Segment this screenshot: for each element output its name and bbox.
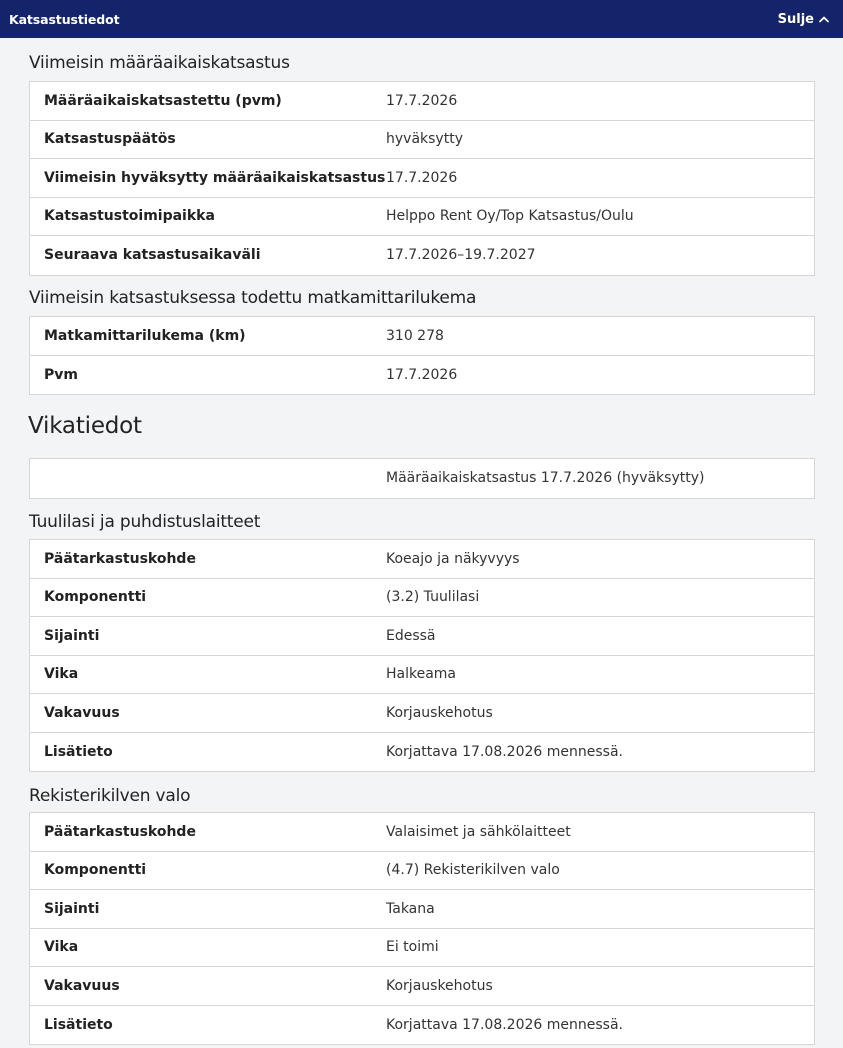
chevron-up-icon [818, 13, 830, 25]
row-label: Päätarkastuskohde [44, 823, 196, 840]
table-row [30, 579, 814, 618]
row-label: Matkamittarilukema (km) [44, 327, 246, 344]
table-row [30, 929, 814, 968]
table-row [30, 540, 814, 579]
row-label: Vika [44, 666, 79, 683]
row-value: Takana [386, 900, 435, 917]
row-value: 17.7.2026 [386, 366, 458, 383]
row-label: Komponentti [44, 862, 147, 879]
row-value: Ei toimi [386, 939, 439, 956]
row-label: Lisätieto [44, 743, 113, 760]
last-inspection-table [29, 81, 815, 276]
table-row [30, 813, 814, 852]
row-value: Helppo Rent Oy/Top Katsastus/Oulu [386, 208, 634, 225]
table-row [30, 694, 814, 733]
table-row [30, 159, 814, 198]
table-row [30, 82, 814, 121]
fault-group-heading: Rekisterikilven valo [29, 786, 191, 806]
row-value: hyväksytty [386, 131, 463, 148]
row-value: 17.7.2026–19.7.2027 [386, 247, 536, 264]
faults-heading: Vikatiedot [28, 413, 142, 439]
row-label: Lisätieto [44, 1016, 113, 1033]
row-label: Komponentti [44, 589, 147, 606]
row-label: Vika [44, 939, 79, 956]
close-label: Sulje [777, 11, 814, 27]
row-value: Koeajo ja näkyvyys [386, 550, 520, 567]
odometer-table [29, 316, 815, 395]
table-row [30, 967, 814, 1006]
faults-summary-table [29, 458, 815, 499]
row-label: Sijainti [44, 900, 100, 917]
row-value: Korjattava 17.08.2026 mennessä. [386, 1016, 623, 1033]
row-value: 17.7.2026 [386, 169, 458, 186]
row-value: Halkeama [386, 666, 457, 683]
row-label: Vakavuus [44, 977, 120, 994]
table-row [30, 617, 814, 656]
row-label: Seuraava katsastusaikaväli [44, 247, 261, 264]
table-row [30, 236, 814, 275]
row-value: Valaisimet ja sähkölaitteet [386, 823, 571, 840]
table-row [30, 890, 814, 929]
panel-header [0, 0, 843, 38]
table-row [30, 459, 814, 498]
fault-group-heading: Tuulilasi ja puhdistuslaitteet [29, 512, 261, 532]
table-row [30, 121, 814, 160]
fault-group-table [29, 812, 815, 1045]
row-label: Katsastuspäätös [44, 131, 176, 148]
panel-title: Katsastustiedot [9, 11, 120, 27]
table-row [30, 852, 814, 891]
row-value: Edessä [386, 627, 436, 644]
row-label: Katsastustoimipaikka [44, 208, 215, 225]
last-inspection-heading: Viimeisin määräaikaiskatsastus [29, 53, 290, 73]
faults-summary-value: Määräaikaiskatsastus 17.7.2026 (hyväksytty) [386, 470, 705, 487]
row-label: Päätarkastuskohde [44, 550, 196, 567]
table-row [30, 356, 814, 395]
table-row [30, 1006, 814, 1045]
row-label: Viimeisin hyväksytty määräaikaiskatsastus [44, 169, 386, 186]
row-value: 310 278 [386, 327, 444, 344]
row-value: Korjattava 17.08.2026 mennessä. [386, 743, 623, 760]
row-value: Korjauskehotus [386, 704, 493, 721]
row-value: 17.7.2026 [386, 92, 458, 109]
odometer-heading: Viimeisin katsastuksessa todettu matkamittarilukema [29, 288, 477, 308]
row-label: Pvm [44, 366, 78, 383]
row-label: Sijainti [44, 627, 100, 644]
row-label: Vakavuus [44, 704, 120, 721]
row-value: Korjauskehotus [386, 977, 493, 994]
row-label: Määräaikaiskatsastettu (pvm) [44, 92, 282, 109]
table-row [30, 317, 814, 356]
close-button[interactable] [778, 12, 830, 27]
table-row [30, 656, 814, 695]
fault-group-table [29, 539, 815, 772]
row-value: (4.7) Rekisterikilven valo [386, 862, 560, 879]
table-row [30, 733, 814, 772]
row-value: (3.2) Tuulilasi [386, 589, 480, 606]
table-row [30, 198, 814, 237]
